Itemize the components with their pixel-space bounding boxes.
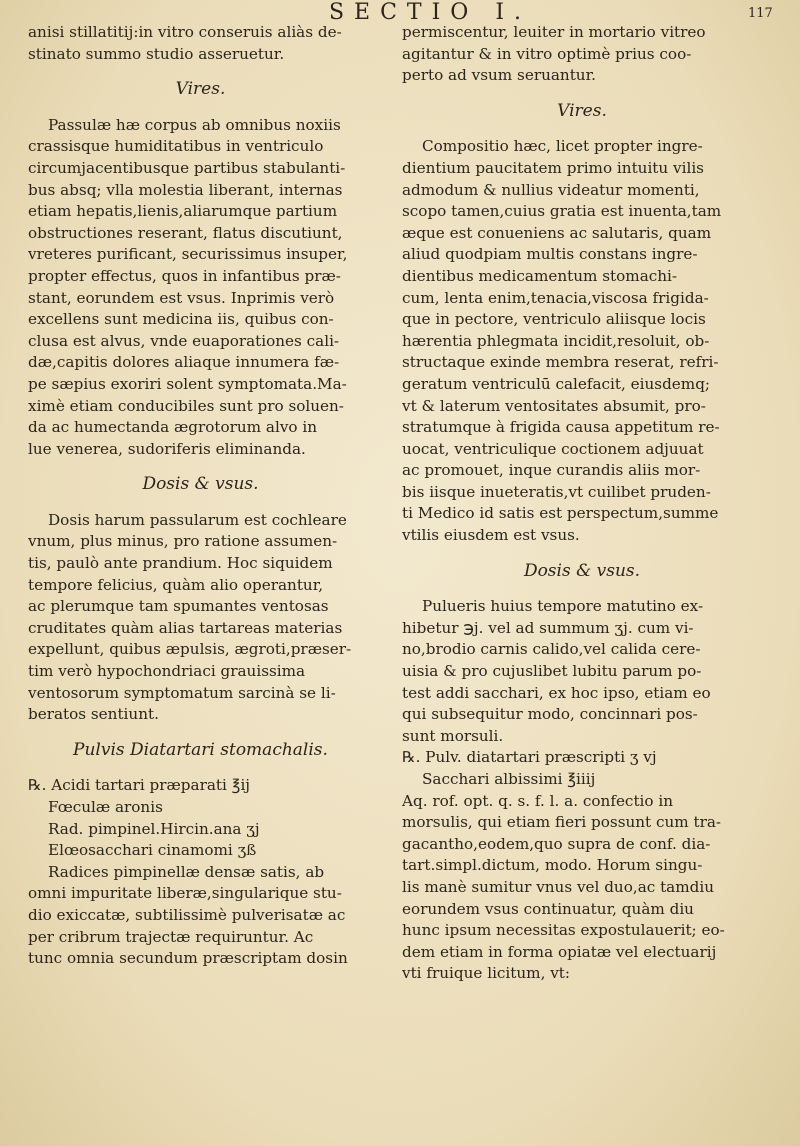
text-line: excellens sunt medicina iis, quibus con-	[28, 310, 334, 329]
recipe-line: ℞. Acidi tartari præparati ℥ij	[28, 776, 251, 795]
text-line: morsulis, qui etiam fieri possunt cum tra-	[402, 813, 722, 832]
text-line: vti fruique licitum, vt:	[402, 964, 571, 983]
left-column	[28, 22, 373, 970]
text-line: per cribrum trajectæ requiruntur. Ac	[28, 927, 314, 946]
text-line: beratos sentiunt.	[28, 705, 159, 724]
text-line: hærentia phlegmata incidit,resoluit, ob-	[402, 331, 710, 350]
text-line: Compositio hæc, licet propter ingre-	[422, 137, 703, 156]
paragraph-vires	[402, 136, 762, 546]
text-line: lis manè sumitur vnus vel duo,ac tamdiu	[402, 877, 714, 896]
text-line: vt & laterum ventositates absumit, pro-	[402, 396, 706, 415]
section-heading-vires: Vires.	[175, 79, 226, 100]
text-line: test addi sacchari, ex hoc ipso, etiam eo	[402, 683, 711, 702]
text-line: bis iisque inueteratis,vt cuilibet pruden-	[402, 482, 711, 501]
text-line: dæ,capitis dolores aliaque innumera fæ-	[28, 353, 340, 372]
text-line: Dosis harum passularum est cochleare	[48, 510, 347, 529]
text-line: scopo tamen,cuius gratia est inuenta,tam	[402, 202, 722, 221]
text-line: perto ad vsum seruantur.	[402, 66, 596, 85]
text-line: tempore felicius, quàm alio operantur,	[28, 575, 324, 594]
text-line: cruditates quàm alias tartareas materias	[28, 618, 343, 637]
text-line: eorundem vsus continuatur, quàm diu	[402, 899, 694, 918]
text-line: hunc ipsum necessitas expostulauerit; eo-	[402, 921, 725, 940]
text-line: Pulueris huius tempore matutino ex-	[422, 597, 704, 616]
text-line: ventosorum symptomatum sarcinà se li-	[28, 683, 336, 702]
text-line: stratumque à frigida causa appetitum re-	[402, 418, 720, 437]
text-line: lue venerea, sudoriferis eliminanda.	[28, 439, 306, 458]
section-heading-pulvis: Pulvis Diatartari stomachalis.	[73, 739, 328, 760]
text-line: stinato summo studio asseruetur.	[28, 44, 285, 63]
text-line: ximè etiam conducibiles sunt pro soluen-	[28, 396, 344, 415]
paragraph-dosis	[402, 596, 762, 985]
text-line: pe sæpius exoriri solent symptomata.Ma-	[28, 374, 347, 393]
text-line: tis, paulò ante prandium. Hoc siquidem	[28, 554, 333, 573]
text-line: da ac humectanda ægrotorum alvo in	[28, 418, 318, 437]
text-line: æque est conueniens ac salutaris, quam	[402, 223, 712, 242]
right-column	[402, 22, 762, 985]
text-line: tim verò hypochondriaci grauissima	[28, 662, 306, 681]
paragraph-dosis	[28, 510, 373, 726]
text-line: Passulæ hæ corpus ab omnibus noxiis	[48, 115, 341, 134]
recipe-line: ℞. Pulv. diatartari præscripti ʒ vj	[402, 748, 657, 767]
text-line: expellunt, quibus æpulsis, ægroti,præser-	[28, 640, 352, 659]
text-line: cum, lenta enim,tenacia,viscosa frigida-	[402, 288, 709, 307]
text-line: structaque exinde membra reserat, refri-	[402, 353, 719, 372]
recipe-block	[28, 775, 373, 969]
running-head: SECTIO I.	[328, 0, 532, 25]
text-line: circumjacentibusque partibus stabulanti-	[28, 158, 346, 177]
recipe-line: Aq. rof. opt. q. s. f. l. a. confectio in	[402, 791, 674, 810]
text-line: permiscentur, leuiter in mortario vitreo	[402, 23, 706, 41]
text-line: bus absq; vlla molestia liberant, internas	[28, 180, 343, 199]
text-line: ac promouet, inque curandis aliis mor-	[402, 461, 701, 480]
text-line: sunt morsuli.	[402, 726, 504, 745]
text-line: vtilis eiusdem est vsus.	[402, 526, 580, 545]
text-line: tart.simpl.dictum, modo. Horum singu-	[402, 856, 703, 875]
text-line: geratum ventriculū calefacit, eiusdemq;	[402, 374, 711, 393]
text-line: hibetur ℈j. vel ad summum ʒj. cum vi-	[402, 618, 694, 637]
text-line: gacantho,eodem,quo supra de conf. dia-	[402, 834, 711, 853]
text-line: qui subsequitur modo, concinnari pos-	[402, 705, 698, 724]
text-line: que in pectore, ventriculo aliisque locis	[402, 310, 706, 329]
text-line: dientibus medicamentum stomachi-	[402, 266, 678, 285]
text-line: etiam hepatis,lienis,aliarumque partium	[28, 202, 338, 221]
text-line: clusa est alvus, vnde euaporationes cali-	[28, 331, 340, 350]
text-line: aliud quodpiam multis constans ingre-	[402, 245, 698, 264]
text-line: Radices pimpinellæ densæ satis, ab	[48, 862, 325, 881]
text-line: tunc omnia secundum præscriptam dosin	[28, 949, 348, 968]
text-line: vreteres purificant, securissimus insuper,	[28, 245, 348, 264]
text-line: dio exiccatæ, subtilissimè pulverisatæ ac	[28, 905, 346, 924]
recipe-line: Elœosacchari cinamomi ʒß	[48, 841, 257, 860]
text-line: propter effectus, quos in infantibus præ-	[28, 266, 341, 285]
text-line: no,brodio carnis calido,vel calida cere-	[402, 640, 701, 659]
text-line: stant, eorundem est vsus. Inprimis verò	[28, 288, 335, 307]
recipe-line: Sacchari albissimi ℥iiij	[422, 770, 596, 788]
text-line: admodum & nullius videatur momenti,	[402, 180, 700, 199]
section-heading-dosis: Dosis & vsus.	[523, 560, 641, 581]
text-line: uisia & pro cujuslibet lubitu parum po-	[402, 662, 702, 681]
text-line: dientium paucitatem primo intuitu vilis	[402, 158, 704, 177]
text-line: agitantur & in vitro optimè prius coo-	[402, 44, 692, 63]
text-line: obstructiones reserant, flatus discutiunt,	[28, 223, 343, 242]
text-line: dem etiam in forma opiatæ vel electuarij	[402, 942, 717, 961]
section-heading-dosis: Dosis & vsus.	[142, 474, 259, 495]
recipe-line: Fœculæ aronis	[48, 798, 163, 816]
text-line: ac plerumque tam spumantes ventosas	[28, 597, 329, 616]
page-number: 117	[748, 6, 773, 21]
text-line: anisi stillatitij:in vitro conseruis aliàs de-	[28, 23, 342, 41]
text-line: uocat, ventriculique coctionem adjuuat	[402, 439, 704, 458]
paragraph-vires	[28, 115, 373, 461]
section-heading-vires: Vires.	[557, 100, 607, 121]
recipe-line: Rad. pimpinel.Hircin.ana ʒj	[48, 819, 260, 838]
text-line: ti Medico id satis est perspectum,summe	[402, 504, 719, 523]
text-line: crassisque humiditatibus in ventriculo	[28, 137, 324, 156]
text-line: omni impuritate liberæ,singularique stu-	[28, 884, 342, 903]
text-line: vnum, plus minus, pro ratione assumen-	[28, 532, 338, 551]
